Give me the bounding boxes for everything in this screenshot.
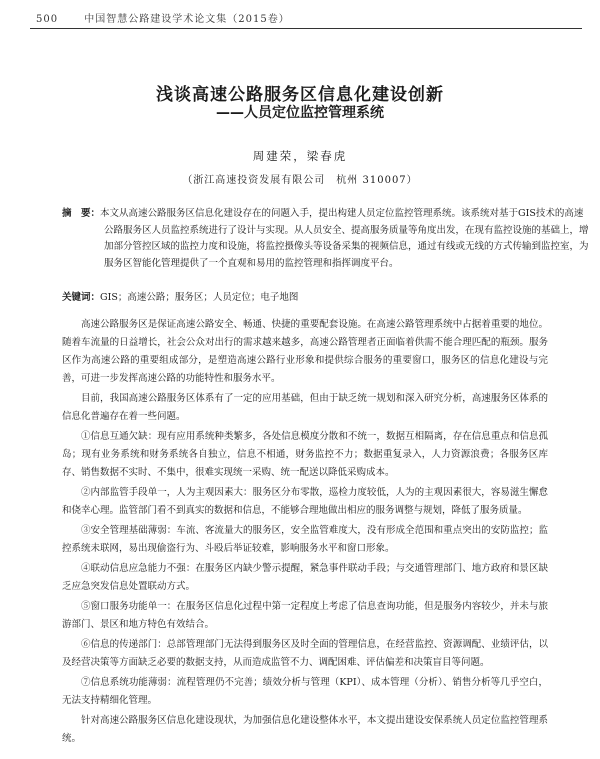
running-header [36, 10, 576, 25]
article-title: 浅谈高速公路服务区信息化建设创新 [156, 85, 444, 105]
keywords-text: GIS；高速公路；服务区；人员定位；电子地图 [100, 292, 299, 303]
body-paragraph: 针对高速公路服务区信息化建设现状，为加强信息化建设整体水平，本文提出建设安保系统人员定位监控管理系统。 [62, 715, 548, 744]
body-paragraph: 高速公路服务区是保证高速公路安全、畅通、快捷的重要配套设施。在高速公路管理系统中占据着重要的地位。随着车流量的日益增长，社会公众对出行的需求越来越多，高速公路管理者正面临着供需不能合理匹配的瓶颈。服务区作为高速公路的重要组成部分，是塑造高速公路行业形象和提供综合服务的重要窗口，服务区的信息化建设与完善，可进一步发挥高速公路的功能特性和服务水平。 [62, 319, 548, 384]
abstract-text: 本文从高速公路服务区信息化建设存在的问题入手，提出构建人员定位监控管理系统。该系统对基于GIS技术的高速公路服务区人员监控系统进行了设计与实现。从人员安全、提高服务质量等角度出发，在现有监控设施的基础上，增加部分管控区域的监控力度和设施，将监控摄像头等设备采集的视频信息，通过有线或无线的方式传输到监控室，为服务区智能化管理提供了一个直观和易用的监控管理和指挥调度平台。 [100, 208, 589, 269]
body-paragraph: 目前，我国高速公路服务区体系有了一定的应用基础，但由于缺乏统一规划和深入研究分析，高速服务区体系的信息化普遍存在着一些问题。 [62, 393, 548, 422]
body-paragraph: ②内部监管手段单一，人为主观因素大：服务区分布零散，巡检力度较低，人为的主观因素很大，容易滋生懈怠和侥幸心理。监管部门看不到真实的数据和信息，不能够合理地做出相应的服务调整与规划，降低了服务质量。 [62, 487, 548, 516]
page-number: 500 [36, 14, 59, 25]
body-paragraph: ⑥信息的传递部门：总部管理部门无法得到服务区及时全面的管理信息，在经营监控、资源调配、业绩评估，以及经营决策等方面缺乏必要的数据支持，从而造成监管不力、调配困难、评估偏差和决策盲目等问题。 [62, 639, 548, 668]
body-paragraph: ③安全管理基础薄弱：车流、客流量大的服务区，安全监管难度大，没有形成全范围和重点突出的安防监控；监控系统未联网，易出现偷盗行为、斗殴后举证较难，影响服务水平和窗口形象。 [62, 525, 548, 554]
article-subtitle: ——人员定位监控管理系统 [216, 105, 384, 121]
article-body [62, 316, 548, 750]
author-affiliation: （浙江高速投资发展有限公司 杭州 310007） [182, 175, 418, 186]
body-paragraph: ⑤窗口服务功能单一：在服务区信息化过程中第一定程度上考虑了信息查询功能，但是服务内容较少，并未与旅游部门、景区和地方特色有效结合。 [62, 601, 548, 630]
header-rule [30, 28, 582, 29]
abstract-label: 摘 要： [62, 208, 101, 219]
article-authors: 周建荣，梁春虎 [252, 149, 348, 163]
body-paragraph: ⑦信息系统功能薄弱：流程管理仍不完善；绩效分析与管理（KPI）、成本管理（分析）、销售分析等几乎空白，无法支持精细化管理。 [62, 677, 548, 706]
abstract [62, 206, 592, 272]
body-paragraph: ①信息互通欠缺：现有应用系统种类繁多，各处信息模度分散和不统一，数据互相隔离，存在信息重点和信息孤岛；现有业务系统和财务系统各自独立，信息不相通，财务监控不力；数据重复录入，人力资源浪费；各服务区库存、销售数据不实时、不集中，很难实现统一采购、统一配送以降低采购成本。 [62, 431, 548, 478]
body-paragraph: ④联动信息应急能力不强：在服务区内缺少警示提醒，紧急事件联动手段；与交通管理部门、地方政府和景区缺乏应急突发信息处置联动方式。 [62, 563, 548, 592]
running-title: 中国智慧公路建设学术论文集（2015卷） [84, 14, 290, 25]
keywords-label: 关键词： [62, 292, 101, 303]
keywords [62, 290, 550, 306]
